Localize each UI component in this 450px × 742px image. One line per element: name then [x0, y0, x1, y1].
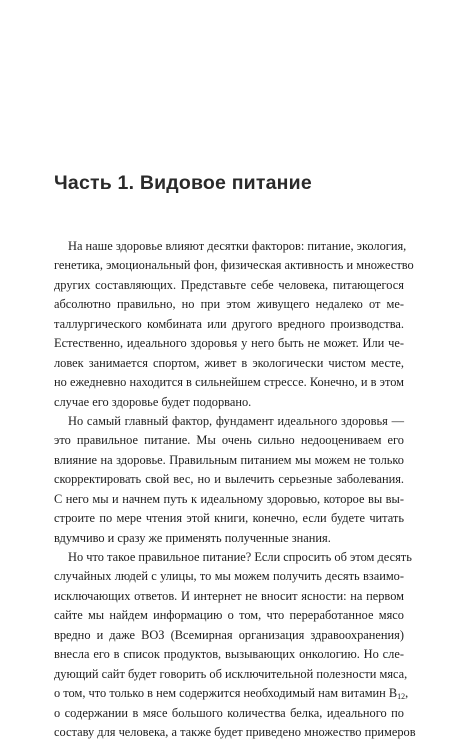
- text-line: ловек занимается спортом, живет в экологически чистом месте,: [54, 355, 404, 370]
- text-line: Но самый главный фактор, фундамент идеального здоровья —: [68, 413, 404, 428]
- text-line: На наше здоровье влияют десятки факторов: питание, экология,: [68, 239, 407, 253]
- text-line: внесла его в список продуктов, вызывающих онкологию. Но сле-: [54, 647, 404, 662]
- text-line: таллургического комбината или другого вредного производства.: [54, 316, 404, 331]
- text-line: случайных людей с улицы, то мы можем получить десять взаимо-: [54, 569, 404, 584]
- text-line: дующий сайт будет говорить об исключительной полезности мяса,: [54, 666, 408, 681]
- body-text: [54, 237, 416, 742]
- text-line: случае его здоровье будет подорвано.: [54, 394, 252, 409]
- text-line: составу для человека, а также будет приведено множество примеров: [54, 724, 416, 739]
- text-line: влияние на здоровье. Правильным питанием мы можем не только: [54, 452, 404, 467]
- text-line: вредно и даже ВОЗ (Всемирная организация здравоохранения): [54, 627, 404, 642]
- paragraph-2: [54, 412, 404, 548]
- text-line: строите по мере чтения этой книги, конечно, если будете читать: [54, 511, 404, 526]
- vitamin-comma: ,: [405, 686, 409, 701]
- text-line: но ежедневно находится в сильнейшем стрессе. Конечно, и в этом: [54, 375, 404, 390]
- text-line: С него мы и начнем путь к идеальному здоровью, которое вы вы-: [54, 491, 404, 506]
- text-line: вдумчиво и сразу же применять полученные знания.: [54, 530, 331, 545]
- text-line: исключающих ответов. И интернет не вносит ясности: на первом: [54, 588, 404, 603]
- text-line: о содержании в мясе большого количества белка, идеального по: [54, 705, 404, 720]
- vitamin-text: о том, что только в нем содержится необходимый нам витамин B: [54, 686, 398, 701]
- text-line: сайте мы найдем информацию о том, что переработанное мясо: [54, 608, 404, 623]
- vitamin-subscript: 12: [397, 692, 406, 702]
- text-line: других составляющих. Представьте себе человека, питающегося: [54, 277, 404, 292]
- text-line: абсолютно правильно, но при этом живущего недалеко от ме-: [54, 297, 404, 312]
- text-line: Но что такое правильное питание? Если спросить об этом десять: [68, 550, 412, 564]
- chapter-title: Часть 1. Видовое питание: [54, 172, 312, 194]
- text-line: генетика, эмоциональный фон, физическая активность и множество: [54, 258, 414, 273]
- paragraph-1: [54, 237, 414, 412]
- text-line: скорректировать свой вес, но и вылечить серьезные заболевания.: [54, 472, 404, 487]
- text-line-vitamin: [54, 684, 409, 703]
- text-line: Естественно, идеального здоровья у него быть не может. Или че-: [54, 336, 404, 351]
- paragraph-3: [54, 548, 416, 742]
- text-line: это правильное питание. Мы очень сильно недооцениваем его: [54, 433, 404, 448]
